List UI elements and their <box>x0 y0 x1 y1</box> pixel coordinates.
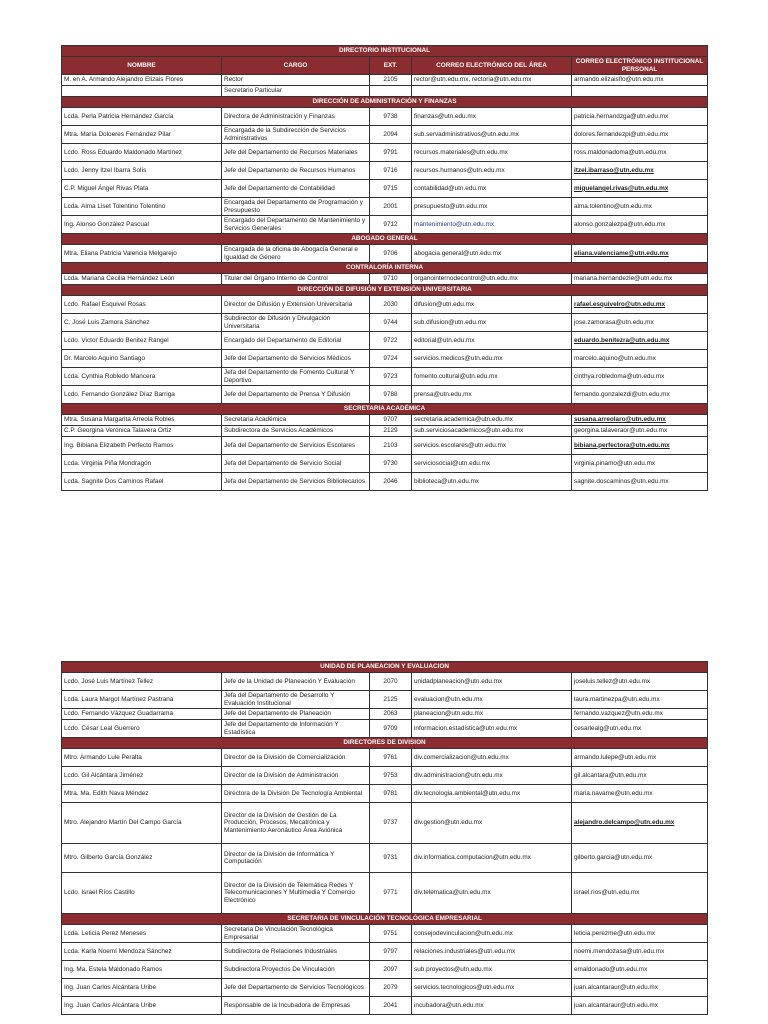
cell-ext: 9730 <box>370 455 412 473</box>
cell-cargo: Jefe de la Unidad de Planeación Y Evaluación <box>222 673 370 691</box>
cell-cargo: Subdirectora de Servicios Académicos <box>222 426 370 437</box>
cell-correo-personal[interactable]: sagnite.doscaminos@utn.edu.mx <box>572 473 708 491</box>
cell-cargo: Responsable de la Incubadora de Empresas <box>222 997 370 1015</box>
table-row <box>62 673 708 691</box>
cell-correo-area[interactable]: mantenimiento@utn.edu.mx <box>412 216 572 234</box>
cell-correo-area[interactable]: servicios.medicos@utn.edu.mx <box>412 350 572 368</box>
cell-ext: 9710 <box>370 274 412 285</box>
cell-ext: 2129 <box>370 426 412 437</box>
table-row <box>62 426 708 437</box>
cell-correo-area[interactable]: serviciosocial@utn.edu.mx <box>412 455 572 473</box>
cell-nombre: Dr. Marcelo Aquino Santiago <box>62 350 222 368</box>
cell-correo-area[interactable]: sub.serviciosacademicos@utn.edu.mx <box>412 426 572 437</box>
cell-ext: 9737 <box>370 803 412 844</box>
cell-correo-personal[interactable]: ross.maldonadoma@utn.edu.mx <box>572 144 708 162</box>
cell-correo-personal[interactable]: maria.navame@utn.edu.mx <box>572 785 708 803</box>
cell-cargo: Encargada del Departamento de Programación y Presupuesto <box>222 198 370 216</box>
cell-correo-personal[interactable]: cinthya.robledoma@utn.edu.mx <box>572 368 708 386</box>
cell-cargo: Director de la División de Administración <box>222 767 370 785</box>
cell-correo-area[interactable]: recursos.materiales@utn.edu.mx <box>412 144 572 162</box>
cell-ext: 9751 <box>370 925 412 943</box>
cell-correo-personal[interactable]: juan.alcantaraur@utn.edu.mx <box>572 997 708 1015</box>
cell-correo-area[interactable]: div.informatica.computacion@utn.edu.mx <box>412 844 572 873</box>
table-row <box>62 961 708 979</box>
cell-nombre: Lcdo. Rafael Esquivel Rosas <box>62 296 222 314</box>
cell-cargo: Jefe del Departamento de Recursos Materiales <box>222 144 370 162</box>
cell-ext: 2125 <box>370 691 412 709</box>
cell-cargo: Titular del Órgano Interno de Control <box>222 274 370 285</box>
cell-ext: 9722 <box>370 332 412 350</box>
cell-ext: 9788 <box>370 386 412 404</box>
cell-nombre: Mtro. Armando Lule Peralta <box>62 749 222 767</box>
cell-ext: 2046 <box>370 473 412 491</box>
cell-correo-area[interactable]: abogacia.general@utn.edu.mx <box>412 245 572 263</box>
cell-correo-area[interactable]: evaluacion@utn.edu.mx <box>412 691 572 709</box>
cell-ext: 9715 <box>370 180 412 198</box>
section-header-row <box>62 662 708 673</box>
cell-nombre: Ing. Ma. Estela Maldonado Ramos <box>62 961 222 979</box>
cell-cargo: Jefa del Departamento de Servicios Escolares <box>222 437 370 455</box>
cell-correo-personal[interactable]: georgina.talaveraor@utn.edu.mx <box>572 426 708 437</box>
cell-cargo: Encargado del Departamento de Editorial <box>222 332 370 350</box>
cell-correo-personal[interactable]: alonso.gonzalezpa@utn.edu.mx <box>572 216 708 234</box>
cell-nombre: Lcdo. Jenny Itzel Ibarra Solís <box>62 162 222 180</box>
cell-nombre: Lcda. Leticia Perez Meneses <box>62 925 222 943</box>
cell-nombre: Mtra. Eliana Patricia Valencia Melgarejo <box>62 245 222 263</box>
directory-table-1 <box>61 45 708 491</box>
cell-nombre: Ing. Alonso González Pascual <box>62 216 222 234</box>
cell-ext: 2063 <box>370 709 412 720</box>
cell-correo-personal[interactable]: juan.alcantaraur@utn.edu.mx <box>572 979 708 997</box>
cell-ext: 2070 <box>370 673 412 691</box>
cell-ext: 9791 <box>370 144 412 162</box>
cell-nombre: Lcda. Sagnite Dos Caminos Rafael <box>62 473 222 491</box>
cell-correo-area[interactable]: editorial@utn.edu.mx <box>412 332 572 350</box>
cell-correo-personal[interactable]: cesarlealg@utn.edu.mx <box>572 720 708 738</box>
cell-correo-personal[interactable]: alma.tolentino@utn.edu.mx <box>572 198 708 216</box>
cell-correo-area[interactable]: difusion@utn.edu.mx <box>412 296 572 314</box>
cell-correo-personal <box>572 86 708 97</box>
table-row <box>62 473 708 491</box>
cell-correo-area[interactable]: organointernodecontrol@utn.edu.mx <box>412 274 572 285</box>
cell-cargo: Director de la División de Telemática Redes Y Telecomunicaciones Y Multimedia Y Comercio Electrónico <box>222 873 370 914</box>
cell-correo-personal[interactable]: marcelo.aquino@utn.edu.mx <box>572 350 708 368</box>
cell-cargo: Jefe del Departamento de Servicios Tecnológicos <box>222 979 370 997</box>
cell-nombre <box>62 86 222 97</box>
table-row <box>62 75 708 86</box>
cell-correo-area[interactable]: informacion.estadistica@utn.edu.mx <box>412 720 572 738</box>
cell-correo-personal[interactable]: gilberto.garcia@utn.edu.mx <box>572 844 708 873</box>
col-header-correo-area: CORREO ELECTRÓNICO DEL ÁREA <box>412 57 572 75</box>
cell-nombre: Lcdo. Gil Alcántara Jiménez <box>62 767 222 785</box>
cell-ext: 2030 <box>370 296 412 314</box>
cell-correo-area <box>412 86 572 97</box>
section-header-row <box>62 914 708 925</box>
table-row <box>62 415 708 426</box>
cell-cargo: Director de la División de Gestión de La Producción, Procesos, Mecatrónica y Mantenimiento Aeronáutico Área Aviónica <box>222 803 370 844</box>
cell-correo-area[interactable]: incubadora@utn.edu.mx <box>412 997 572 1015</box>
table-row <box>62 844 708 873</box>
cell-correo-personal[interactable]: joseluis.tellez@utn.edu.mx <box>572 673 708 691</box>
cell-nombre: Lcda. Virginia Piña Mondragón <box>62 455 222 473</box>
cell-correo-area[interactable]: unidadplaneacion@utn.edu.mx <box>412 673 572 691</box>
table-row <box>62 216 708 234</box>
cell-correo-area[interactable]: sub.proyectos@utn.edu.mx <box>412 961 572 979</box>
cell-correo-personal[interactable]: susana.arreolaro@utn.edu.mx <box>572 415 708 426</box>
cell-cargo: Director de Difusión y Extensión Universitaria <box>222 296 370 314</box>
cell-cargo: Jefe del Departamento de Información Y Estadística <box>222 720 370 738</box>
table-1-body <box>62 75 708 491</box>
section-title: CONTRALORÍA INTERNA <box>62 263 708 274</box>
table-row <box>62 144 708 162</box>
section-title: DIRECCIÓN DE ADMINISTRACIÓN Y FINANZAS <box>62 97 708 108</box>
cell-cargo: Directora de la División De Tecnología Ambiental <box>222 785 370 803</box>
table-row <box>62 767 708 785</box>
cell-correo-personal[interactable]: virginia.pinamo@utn.edu.mx <box>572 455 708 473</box>
col-header-correo-personal: CORREO ELECTRÓNICO INSTITUCIONAL PERSONAL <box>572 57 708 75</box>
cell-cargo: Jefe del Departamento de Servicios Médicos <box>222 350 370 368</box>
cell-nombre: C. José Luis Zamora Sánchez <box>62 314 222 332</box>
table-row <box>62 943 708 961</box>
cell-correo-personal[interactable]: patricia.hernandzga@utn.edu.mx <box>572 108 708 126</box>
cell-correo-area[interactable]: sub.difusion@utn.edu.mx <box>412 314 572 332</box>
section-title: SECRETARIA ACADÉMICA <box>62 404 708 415</box>
table-row <box>62 332 708 350</box>
col-header-nombre: NOMBRE <box>62 57 222 75</box>
cell-nombre: Lcda. Karla Noemí Mendoza Sánchez <box>62 943 222 961</box>
cell-correo-area[interactable]: fomento.cultural@utn.edu.mx <box>412 368 572 386</box>
cell-nombre: Mtra. Susana Margarita Arreola Robles <box>62 415 222 426</box>
cell-correo-area[interactable]: contabilidad@utn.edu.mx <box>412 180 572 198</box>
cell-correo-area[interactable]: presupuesto@utn.edu.mx <box>412 198 572 216</box>
cell-cargo: Subdirectora Proyectos De Vinculación <box>222 961 370 979</box>
cell-cargo: Encargado del Departamento de Mantenimiento y Servicios Generales <box>222 216 370 234</box>
cell-correo-personal[interactable]: armando.elizaisflo@utn.edu.mx <box>572 75 708 86</box>
cell-nombre: Lcdo. Victor Eduardo Benitez Rangel <box>62 332 222 350</box>
table-2-body <box>62 662 708 1015</box>
cell-cargo: Jefe del Departamento de Contabilidad <box>222 180 370 198</box>
cell-nombre: Lcda. Laura Margot Martínez Pastrana <box>62 691 222 709</box>
cell-nombre: Lcda. Cynthia Robledo Mancera <box>62 368 222 386</box>
cell-nombre: Ing. Juan Carlos Alcántara Uribe <box>62 997 222 1015</box>
cell-correo-area[interactable]: servicios.tecnologicos@utn.edu.mx <box>412 979 572 997</box>
cell-cargo: Jefa del Departamento de Fomento Cultural Y Deportivo <box>222 368 370 386</box>
table-row <box>62 720 708 738</box>
cell-correo-area[interactable]: div.gestion@utn.edu.mx <box>412 803 572 844</box>
cell-correo-area[interactable]: relaciones.industriales@utn.edu.mx <box>412 943 572 961</box>
cell-ext: 9761 <box>370 749 412 767</box>
cell-nombre: Lcdo. César Leal Guerrero <box>62 720 222 738</box>
cell-correo-area[interactable]: servicios.escolares@utn.edu.mx <box>412 437 572 455</box>
cell-nombre: C.P. Georgina Verónica Talavera Ortiz <box>62 426 222 437</box>
cell-cargo: Subdirectora de Relaciones Industriales <box>222 943 370 961</box>
cell-nombre: Lcda. Mariana Cecilia Hernández León <box>62 274 222 285</box>
cell-ext: 9707 <box>370 415 412 426</box>
cell-correo-personal[interactable]: rafael.esquivelro@utn.edu.mx <box>572 296 708 314</box>
cell-correo-area[interactable]: div.administracion@utn.edu.mx <box>412 767 572 785</box>
cell-cargo: Jefe del Departamento de Prensa Y Difusión <box>222 386 370 404</box>
cell-correo-area[interactable]: div.telematica@utn.edu.mx <box>412 873 572 914</box>
table-row <box>62 803 708 844</box>
cell-ext: 9706 <box>370 245 412 263</box>
cell-ext <box>370 86 412 97</box>
cell-cargo: Encargada de la oficina de Abogacía General e Igualdad de Género <box>222 245 370 263</box>
cell-correo-area[interactable]: finanzas@utn.edu.mx <box>412 108 572 126</box>
cell-ext: 9781 <box>370 785 412 803</box>
table-row <box>62 368 708 386</box>
table-row <box>62 198 708 216</box>
cell-ext: 2041 <box>370 997 412 1015</box>
cell-cargo: Directora de Administración y Finanzas <box>222 108 370 126</box>
cell-ext: 9731 <box>370 844 412 873</box>
section-header-row <box>62 97 708 108</box>
cell-ext: 2079 <box>370 979 412 997</box>
section-title: ABOGADO GENERAL <box>62 234 708 245</box>
cell-ext: 9712 <box>370 216 412 234</box>
table-row <box>62 245 708 263</box>
cell-nombre: Ing. Bibiana Elizabeth Perfecto Ramos <box>62 437 222 455</box>
table-row <box>62 350 708 368</box>
section-title: UNIDAD DE PLANEACION Y EVALUACION <box>62 662 708 673</box>
cell-ext: 9753 <box>370 767 412 785</box>
cell-ext: 9797 <box>370 943 412 961</box>
cell-correo-personal[interactable]: miguelangel.rivas@utn.edu.mx <box>572 180 708 198</box>
cell-correo-personal[interactable]: dolores.fernandezpi@utn.edu.mx <box>572 126 708 144</box>
cell-cargo: Director de la División de Comercialización <box>222 749 370 767</box>
cell-correo-personal[interactable]: leticia.perezme@utn.edu.mx <box>572 925 708 943</box>
table-row <box>62 997 708 1015</box>
col-header-ext: EXT. <box>370 57 412 75</box>
cell-nombre: Lcdo. Fernando González Díaz Barriga <box>62 386 222 404</box>
cell-correo-personal[interactable]: laura.martinezpa@utn.edu.mx <box>572 691 708 709</box>
cell-ext: 9744 <box>370 314 412 332</box>
cell-correo-area[interactable]: div.tecnologia.ambiental@utn.edu.mx <box>412 785 572 803</box>
cell-correo-personal[interactable]: alejandro.delcampo@utn.edu.mx <box>572 803 708 844</box>
cell-correo-personal[interactable]: gil.alcantara@utn.edu.mx <box>572 767 708 785</box>
table-row <box>62 925 708 943</box>
table-row <box>62 126 708 144</box>
table-row <box>62 437 708 455</box>
cell-nombre: Ing. Juan Carlos Alcántara Uribe <box>62 979 222 997</box>
cell-correo-personal[interactable]: eliana.valenciame@utn.edu.mx <box>572 245 708 263</box>
table-row <box>62 386 708 404</box>
cell-correo-personal[interactable]: bibiana.perfectora@utn.edu.mx <box>572 437 708 455</box>
cell-cargo: Jefa del Departamento de Servicio Social <box>222 455 370 473</box>
cell-correo-personal[interactable]: fernando.vazquez@utn.edu.mx <box>572 709 708 720</box>
section-title: DIRECTORES DE DIVISION <box>62 738 708 749</box>
section-title: SECRETARIA DE VINCULACIÓN TECNOLÓGICA EMPRESARIAL <box>62 914 708 925</box>
cell-correo-area[interactable]: div.comercializacion@utn.edu.mx <box>412 749 572 767</box>
cell-ext: 9771 <box>370 873 412 914</box>
cell-nombre: Lcdo. Ross Eduardo Maldonado Martínez <box>62 144 222 162</box>
table-row <box>62 108 708 126</box>
section-title: DIRECCIÓN DE DIFUSIÓN Y EXTENSIÓN UNIVERSITARIA <box>62 285 708 296</box>
cell-cargo: Rector <box>222 75 370 86</box>
cell-correo-area[interactable]: sub.servadministrativos@utn.edu.mx <box>412 126 572 144</box>
table-row <box>62 873 708 914</box>
cell-ext: 2103 <box>370 437 412 455</box>
cell-cargo: Jefe del Departamento de Recursos Humanos <box>222 162 370 180</box>
table-row <box>62 709 708 720</box>
cell-correo-area[interactable]: prensa@utn.edu.mx <box>412 386 572 404</box>
cell-ext: 9716 <box>370 162 412 180</box>
cell-nombre: Mtro. Gilberto García González <box>62 844 222 873</box>
cell-cargo: Subdirector de Difusión y Divulgación Universitaria <box>222 314 370 332</box>
cell-correo-area[interactable]: planeacion@utn.edu.mx <box>412 709 572 720</box>
cell-correo-personal[interactable]: fernando.gonzalezdi@utn.edu.mx <box>572 386 708 404</box>
section-header-row <box>62 263 708 274</box>
cell-correo-personal[interactable]: israel.rios@utn.edu.mx <box>572 873 708 914</box>
cell-nombre: Lcdo. Fernando Vázquez Guadarrama <box>62 709 222 720</box>
cell-correo-personal[interactable]: armando.lulepe@utn.edu.mx <box>572 749 708 767</box>
cell-correo-area[interactable]: recursos.humanos@utn.edu.mx <box>412 162 572 180</box>
cell-correo-area[interactable]: rector@utn.edu.mx, rectoria@utn.edu.mx <box>412 75 572 86</box>
cell-ext: 9724 <box>370 350 412 368</box>
cell-ext: 2105 <box>370 75 412 86</box>
cell-nombre: Lcdo. José Luis Martínez Tellez <box>62 673 222 691</box>
cell-cargo: Jefa del Departamento de Servicios Bibliotecarios <box>222 473 370 491</box>
directory-title: DIRECTORIO INSTITUCIONAL <box>62 46 708 57</box>
cell-nombre: Mtro. Alejandro Martín Del Campo García <box>62 803 222 844</box>
cell-nombre: Mtra. Ma. Edith Nava Méndez <box>62 785 222 803</box>
cell-cargo: Encargada de la Subdirección de Servicios Administrativos <box>222 126 370 144</box>
cell-nombre: Lcda. Alma Liset Tolentino Tolentino <box>62 198 222 216</box>
cell-cargo: Secretaria Académica <box>222 415 370 426</box>
cell-cargo: Jefe del Departamento de Planeación <box>222 709 370 720</box>
table-row <box>62 749 708 767</box>
cell-correo-personal[interactable]: eduardo.benitezra@utn.edu.mx <box>572 332 708 350</box>
table-row <box>62 86 708 97</box>
cell-nombre: Mtra. María Doloeres Fernández Pilar <box>62 126 222 144</box>
cell-nombre: C.P. Miguel Ángel Rivas Plata <box>62 180 222 198</box>
cell-ext: 2001 <box>370 198 412 216</box>
section-header-row <box>62 404 708 415</box>
cell-correo-area[interactable]: consejodevinculacion@utn.edu.mx <box>412 925 572 943</box>
section-header-row <box>62 234 708 245</box>
cell-correo-personal[interactable]: mariana.hernandezle@utn.edu.mx <box>572 274 708 285</box>
table-row <box>62 274 708 285</box>
cell-ext: 2094 <box>370 126 412 144</box>
cell-nombre: Lcdo. Israel Ríos Castillo <box>62 873 222 914</box>
cell-correo-personal[interactable]: jose.zamorasa@utn.edu.mx <box>572 314 708 332</box>
table-row <box>62 162 708 180</box>
cell-cargo: Secretaria De Vinculación Tecnológica Empresarial <box>222 925 370 943</box>
cell-ext: 9738 <box>370 108 412 126</box>
cell-nombre: M. en A. Armando Alejandro Elizais Flores <box>62 75 222 86</box>
table-row <box>62 180 708 198</box>
directory-table-2 <box>61 661 708 1015</box>
section-header-row <box>62 738 708 749</box>
cell-correo-personal[interactable]: itzel.ibarraso@utn.edu.mx <box>572 162 708 180</box>
table-row <box>62 979 708 997</box>
cell-correo-personal[interactable]: noemi.mendozasa@utn.edu.mx <box>572 943 708 961</box>
table-row <box>62 314 708 332</box>
cell-ext: 9709 <box>370 720 412 738</box>
cell-ext: 2097 <box>370 961 412 979</box>
cell-ext: 9723 <box>370 368 412 386</box>
table-row <box>62 296 708 314</box>
table-row <box>62 785 708 803</box>
cell-cargo: Director de la División de Informática Y Computación <box>222 844 370 873</box>
section-header-row <box>62 285 708 296</box>
cell-correo-area[interactable]: biblioteca@utn.edu.mx <box>412 473 572 491</box>
cell-correo-personal[interactable]: emaldonado@utn.edu.mx <box>572 961 708 979</box>
col-header-cargo: CARGO <box>222 57 370 75</box>
table-row <box>62 691 708 709</box>
table-row <box>62 455 708 473</box>
cell-nombre: Lcda. Perla Patricia Hernández García <box>62 108 222 126</box>
cell-cargo: Secretario Particular <box>222 86 370 97</box>
cell-correo-area[interactable]: secretaria.academica@utn.edu.mx <box>412 415 572 426</box>
cell-cargo: Jefa del Departamento de Desarrollo Y Evaluación Institucional <box>222 691 370 709</box>
